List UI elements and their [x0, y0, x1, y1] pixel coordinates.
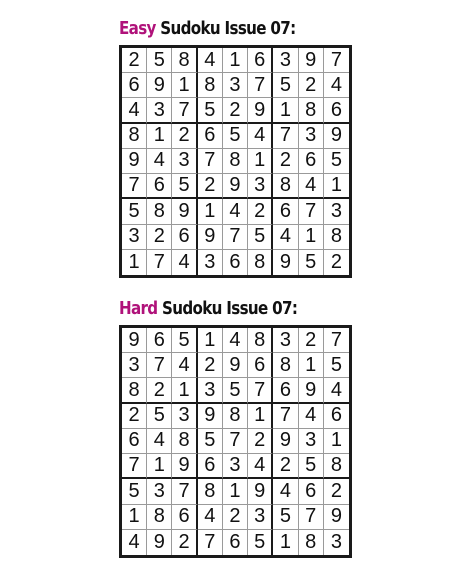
- easy-sudoku-cell: 1: [147, 124, 172, 149]
- hard-sudoku-cell: 4: [198, 505, 223, 530]
- hard-sudoku-grid: [122, 328, 349, 555]
- easy-sudoku-cell: 4: [172, 250, 197, 275]
- easy-sudoku-cell: 7: [223, 225, 248, 250]
- hard-sudoku-cell: 7: [324, 328, 349, 353]
- hard-level-label: Hard: [119, 298, 158, 319]
- hard-sudoku-cell: 9: [147, 530, 172, 555]
- hard-sudoku-cell: 3: [273, 328, 298, 353]
- easy-sudoku-cell: 6: [273, 199, 298, 224]
- easy-sudoku-cell: 8: [122, 124, 147, 149]
- easy-sudoku-cell: 2: [122, 48, 147, 73]
- hard-sudoku-cell: 7: [299, 505, 324, 530]
- easy-sudoku-cell: 9: [299, 48, 324, 73]
- easy-sudoku-cell: 6: [324, 98, 349, 123]
- hard-sudoku-cell: 2: [198, 353, 223, 378]
- easy-sudoku-cell: 1: [324, 174, 349, 199]
- hard-sudoku-cell: 4: [122, 530, 147, 555]
- hard-sudoku-cell: 8: [248, 328, 273, 353]
- hard-sudoku-cell: 2: [248, 429, 273, 454]
- easy-sudoku-cell: 9: [147, 73, 172, 98]
- easy-sudoku-cell: 3: [299, 124, 324, 149]
- hard-sudoku-cell: 1: [147, 454, 172, 479]
- easy-sudoku-cell: 8: [248, 250, 273, 275]
- hard-sudoku-cell: 8: [299, 530, 324, 555]
- easy-sudoku-cell: 6: [248, 48, 273, 73]
- hard-sudoku-cell: 3: [248, 505, 273, 530]
- hard-sudoku-cell: 2: [223, 505, 248, 530]
- easy-sudoku-cell: 6: [198, 124, 223, 149]
- easy-sudoku-cell: 1: [223, 48, 248, 73]
- hard-sudoku-cell: 6: [147, 328, 172, 353]
- easy-sudoku-cell: 7: [273, 124, 298, 149]
- easy-sudoku-cell: 1: [299, 225, 324, 250]
- hard-title-text: Sudoku Issue 07:: [157, 298, 298, 319]
- easy-sudoku-cell: 3: [147, 98, 172, 123]
- hard-sudoku-cell: 8: [198, 479, 223, 504]
- hard-sudoku-cell: 7: [223, 429, 248, 454]
- easy-sudoku-cell: 2: [147, 225, 172, 250]
- easy-sudoku-puzzle: [119, 16, 352, 278]
- easy-puzzle-title: [119, 16, 315, 42]
- hard-sudoku-cell: 6: [299, 479, 324, 504]
- easy-sudoku-cell: 3: [324, 199, 349, 224]
- hard-sudoku-cell: 3: [198, 378, 223, 403]
- easy-sudoku-cell: 2: [223, 98, 248, 123]
- hard-sudoku-cell: 3: [299, 429, 324, 454]
- hard-puzzle-title: [119, 296, 315, 322]
- hard-sudoku-puzzle: [119, 296, 352, 558]
- hard-sudoku-cell: 6: [122, 429, 147, 454]
- hard-sudoku-cell: 2: [172, 530, 197, 555]
- easy-sudoku-cell: 1: [248, 149, 273, 174]
- hard-sudoku-cell: 6: [172, 505, 197, 530]
- hard-sudoku-cell: 9: [198, 404, 223, 429]
- easy-sudoku-cell: 5: [248, 225, 273, 250]
- easy-sudoku-grid: [122, 48, 349, 275]
- hard-sudoku-cell: 8: [223, 404, 248, 429]
- easy-sudoku-cell: 3: [172, 149, 197, 174]
- hard-sudoku-cell: 8: [172, 429, 197, 454]
- easy-sudoku-cell: 4: [122, 98, 147, 123]
- easy-sudoku-cell: 3: [198, 250, 223, 275]
- hard-sudoku-cell: 4: [248, 454, 273, 479]
- hard-sudoku-cell: 9: [324, 505, 349, 530]
- hard-sudoku-cell: 1: [198, 328, 223, 353]
- hard-sudoku-cell: 5: [147, 404, 172, 429]
- easy-sudoku-cell: 8: [223, 149, 248, 174]
- easy-sudoku-cell: 5: [324, 149, 349, 174]
- hard-sudoku-cell: 2: [273, 454, 298, 479]
- hard-sudoku-cell: 3: [223, 454, 248, 479]
- hard-sudoku-cell: 3: [147, 479, 172, 504]
- hard-sudoku-cell: 7: [122, 454, 147, 479]
- easy-sudoku-cell: 9: [122, 149, 147, 174]
- easy-sudoku-cell: 3: [248, 174, 273, 199]
- easy-sudoku-cell: 1: [273, 98, 298, 123]
- easy-sudoku-cell: 7: [198, 149, 223, 174]
- easy-sudoku-cell: 8: [172, 48, 197, 73]
- easy-sudoku-cell: 6: [172, 225, 197, 250]
- hard-sudoku-cell: 1: [122, 505, 147, 530]
- easy-title-text: Sudoku Issue 07:: [155, 18, 296, 39]
- easy-sudoku-cell: 3: [273, 48, 298, 73]
- hard-sudoku-cell: 8: [122, 378, 147, 403]
- easy-sudoku-cell: 4: [273, 225, 298, 250]
- easy-sudoku-cell: 1: [172, 73, 197, 98]
- hard-sudoku-cell: 5: [198, 429, 223, 454]
- hard-sudoku-cell: 5: [273, 505, 298, 530]
- hard-sudoku-cell: 2: [147, 378, 172, 403]
- hard-sudoku-cell: 6: [273, 378, 298, 403]
- easy-sudoku-cell: 6: [122, 73, 147, 98]
- easy-sudoku-cell: 4: [299, 174, 324, 199]
- easy-sudoku-cell: 2: [330, 250, 342, 273]
- hard-sudoku-cell: 9: [223, 353, 248, 378]
- hard-sudoku-cell: 1: [299, 353, 324, 378]
- easy-sudoku-cell: 6: [147, 174, 172, 199]
- easy-sudoku-cell: 3: [122, 225, 147, 250]
- hard-sudoku-grid-frame: [119, 325, 352, 558]
- hard-sudoku-cell: 7: [198, 530, 223, 555]
- easy-sudoku-cell: 9: [324, 124, 349, 149]
- hard-sudoku-cell: 9: [248, 479, 273, 504]
- hard-sudoku-cell: 5: [172, 328, 197, 353]
- easy-sudoku-cell: 4: [223, 199, 248, 224]
- hard-sudoku-cell: 3: [122, 353, 147, 378]
- hard-sudoku-cell: 9: [172, 454, 197, 479]
- hard-sudoku-cell: 1: [172, 378, 197, 403]
- hard-sudoku-cell: 3: [330, 530, 342, 553]
- hard-sudoku-cell: 4: [273, 479, 298, 504]
- hard-sudoku-cell: 2: [299, 328, 324, 353]
- easy-level-label: Easy: [119, 18, 156, 39]
- hard-sudoku-cell: 6: [198, 454, 223, 479]
- easy-sudoku-cell: 8: [198, 73, 223, 98]
- easy-sudoku-cell: 2: [248, 199, 273, 224]
- easy-sudoku-cell: 7: [299, 199, 324, 224]
- easy-sudoku-cell: 5: [273, 73, 298, 98]
- easy-sudoku-cell: 4: [147, 149, 172, 174]
- hard-sudoku-cell: 9: [299, 378, 324, 403]
- hard-sudoku-cell: 4: [324, 378, 349, 403]
- easy-sudoku-cell: 5: [198, 98, 223, 123]
- hard-sudoku-cell: 6: [248, 353, 273, 378]
- easy-sudoku-cell: 2: [198, 174, 223, 199]
- hard-sudoku-cell: 5: [299, 454, 324, 479]
- easy-sudoku-cell: 7: [172, 98, 197, 123]
- easy-sudoku-cell: 9: [223, 174, 248, 199]
- easy-sudoku-cell: 7: [147, 250, 172, 275]
- easy-sudoku-cell: 2: [273, 149, 298, 174]
- easy-sudoku-cell: 7: [324, 48, 349, 73]
- hard-sudoku-cell: 7: [273, 404, 298, 429]
- easy-sudoku-cell: 8: [299, 98, 324, 123]
- hard-sudoku-cell: 4: [172, 353, 197, 378]
- easy-sudoku-cell: 5: [299, 250, 324, 275]
- hard-sudoku-cell: 5: [122, 479, 147, 504]
- hard-sudoku-cell: 9: [122, 328, 147, 353]
- easy-sudoku-cell: 1: [122, 250, 147, 275]
- easy-sudoku-cell: 7: [248, 73, 273, 98]
- easy-sudoku-cell: 8: [147, 199, 172, 224]
- easy-sudoku-cell: 2: [299, 73, 324, 98]
- easy-sudoku-cell: 4: [248, 124, 273, 149]
- easy-sudoku-cell: 6: [299, 149, 324, 174]
- hard-sudoku-cell: 2: [324, 479, 349, 504]
- hard-sudoku-cell: 2: [122, 404, 147, 429]
- easy-sudoku-cell: 4: [324, 73, 349, 98]
- hard-sudoku-cell: 7: [172, 479, 197, 504]
- hard-sudoku-cell: 4: [223, 328, 248, 353]
- easy-sudoku-cell: 9: [198, 225, 223, 250]
- easy-sudoku-cell: 4: [198, 48, 223, 73]
- easy-sudoku-cell: 7: [122, 174, 147, 199]
- easy-sudoku-cell: 5: [172, 174, 197, 199]
- easy-sudoku-cell: 9: [172, 199, 197, 224]
- hard-sudoku-cell: 1: [273, 530, 298, 555]
- easy-sudoku-cell: 6: [223, 250, 248, 275]
- easy-sudoku-cell: 1: [198, 199, 223, 224]
- hard-sudoku-cell: 8: [147, 505, 172, 530]
- hard-sudoku-cell: 4: [147, 429, 172, 454]
- hard-sudoku-cell: 8: [324, 454, 349, 479]
- easy-sudoku-cell: 5: [223, 124, 248, 149]
- easy-sudoku-cell: 3: [223, 73, 248, 98]
- easy-sudoku-cell: 5: [147, 48, 172, 73]
- easy-sudoku-cell: 9: [273, 250, 298, 275]
- hard-sudoku-cell: 5: [324, 353, 349, 378]
- hard-sudoku-cell: 3: [172, 404, 197, 429]
- hard-sudoku-cell: 9: [273, 429, 298, 454]
- hard-sudoku-cell: 1: [248, 404, 273, 429]
- easy-sudoku-cell: 8: [273, 174, 298, 199]
- hard-sudoku-cell: 7: [248, 378, 273, 403]
- easy-sudoku-cell: 5: [122, 199, 147, 224]
- hard-sudoku-cell: 8: [273, 353, 298, 378]
- hard-sudoku-cell: 5: [248, 530, 273, 555]
- easy-sudoku-cell: 9: [248, 98, 273, 123]
- hard-sudoku-cell: 1: [223, 479, 248, 504]
- hard-sudoku-cell: 1: [324, 429, 349, 454]
- easy-sudoku-grid-frame: [119, 45, 352, 278]
- easy-sudoku-cell: 8: [324, 225, 349, 250]
- hard-sudoku-cell: 5: [223, 378, 248, 403]
- hard-sudoku-cell: 4: [299, 404, 324, 429]
- hard-sudoku-cell: 6: [223, 530, 248, 555]
- hard-sudoku-cell: 7: [147, 353, 172, 378]
- easy-sudoku-cell: 2: [172, 124, 197, 149]
- hard-sudoku-cell: 6: [324, 404, 349, 429]
